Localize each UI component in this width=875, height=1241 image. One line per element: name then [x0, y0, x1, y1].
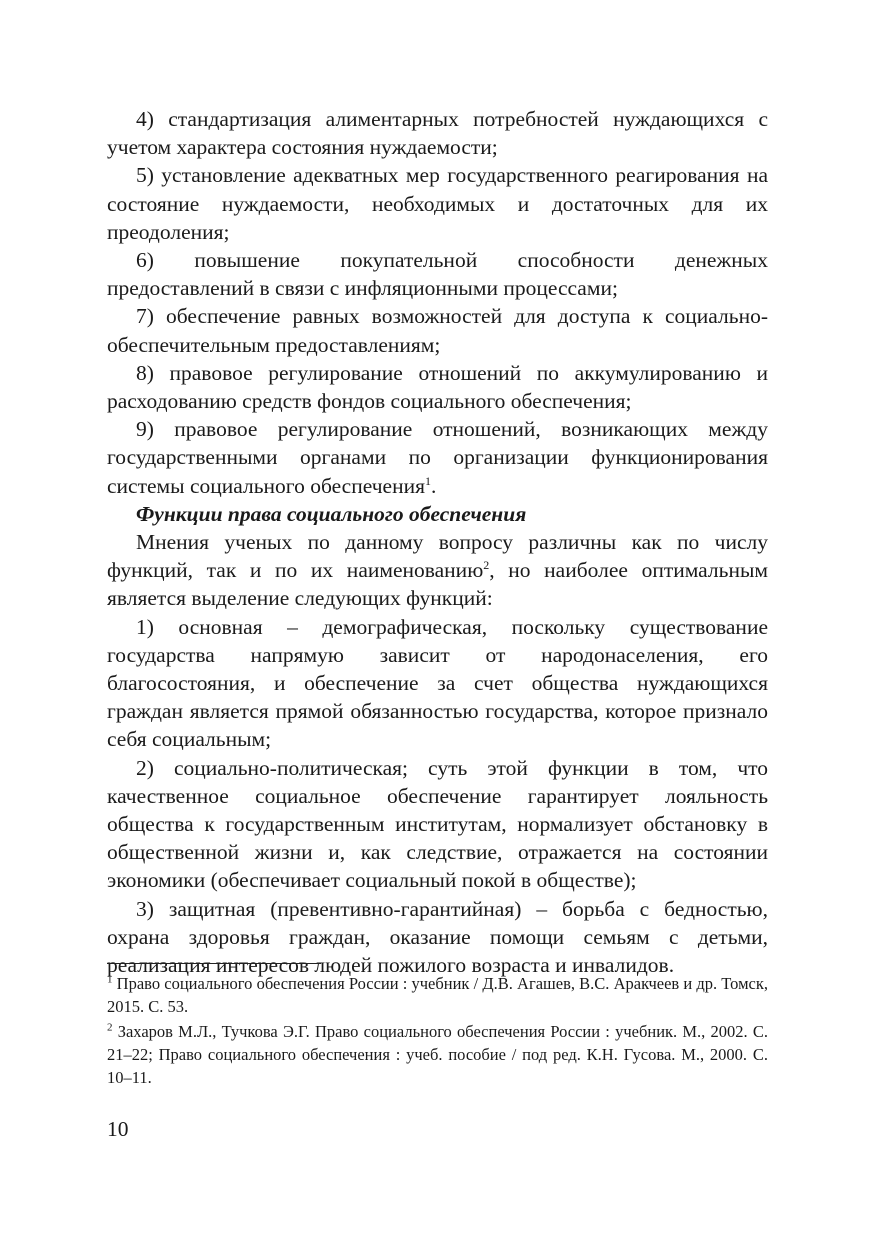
paragraph-intro	[107, 528, 768, 613]
section-heading: Функции права социального обеспечения	[136, 501, 527, 526]
footnotes	[107, 972, 768, 1091]
footnote-2	[107, 1020, 768, 1089]
paragraph-item-5: 5) установление адекватных мер государственного реагирования на состояние нуждаемости, необходимых и достаточных для их преодоления;	[107, 163, 768, 244]
footnote-ref-1[interactable]: 1	[425, 473, 431, 488]
paragraph-item-8: 8) правовое регулирование отношений по аккумулированию и расходованию средств фондов социального обеспечения;	[107, 360, 768, 414]
paragraph-function-3: 3) защитная (превентивно-гарантийная) – борьба с бедностью, охрана здоровья граждан, оказание помощи семьям с детьми, реализация интересов людей пожилого возраста и инвалидов.	[107, 896, 768, 978]
footnote-1-mark: 1	[107, 973, 113, 986]
paragraph-item-7: 7) обеспечение равных возможностей для доступа к социально-обеспечительным предоставлениям;	[107, 304, 768, 357]
paragraph-function-2: 2) социально-политическая; суть этой функции в том, что качественное социальное обеспечение гарантирует лояльность общества к государственным институтам, нормализует обстановку в общественной жизни и, как следствие, отражается на состоянии экономики (обеспечивает социальный покой в обществе);	[107, 755, 768, 893]
paragraph-item-4: 4) стандартизация алиментарных потребностей нуждающихся с учетом характера состояния нуждаемости;	[107, 107, 768, 160]
paragraph-intro-end: , но наиболее оптимальным является выделение следующих функций:	[107, 558, 769, 611]
footnote-1	[107, 972, 768, 1018]
footnote-ref-2[interactable]: 2	[483, 558, 490, 573]
paragraph-item-9	[107, 415, 768, 500]
paragraph-item-6: 6) повышение покупательной способности денежных предоставлений в связи с инфляционными процессами;	[107, 248, 768, 301]
footnote-1-text: Право социального обеспечения России : учебник / Д.В. Агашев, В.С. Аракчеев и др. Томск, 2015. С. 53.	[107, 974, 768, 1016]
main-text	[107, 105, 768, 979]
footnote-2-text: Захаров М.Л., Тучкова Э.Г. Право социального обеспечения России : учебник. М., 2002. С. 21–22; Право социального обеспечения : учеб. пособие / под ред. К.Н. Гусова. М., 2000. С. 10–11.	[107, 1022, 768, 1087]
footnote-divider	[107, 963, 321, 964]
page-number: 10	[107, 1117, 129, 1141]
footnote-2-mark: 2	[107, 1021, 113, 1034]
paragraph-item-9-text: 9) правовое регулирование отношений, возникающих между государственными органами по организации функционирования системы социального обеспечения	[107, 417, 768, 498]
paragraph-intro-text: Мнения ученых по данному вопросу различны как по числу функций, так и по их наименованию	[107, 530, 768, 583]
paragraph-function-1: 1) основная – демографическая, поскольку существование государства напрямую зависит от народонаселения, его благосостояния, и обеспечение за счет общества нуждающихся граждан является прямой обязанностью государства, которое признало себя социальным;	[107, 614, 768, 752]
paragraph-item-9-end: .	[431, 473, 437, 498]
